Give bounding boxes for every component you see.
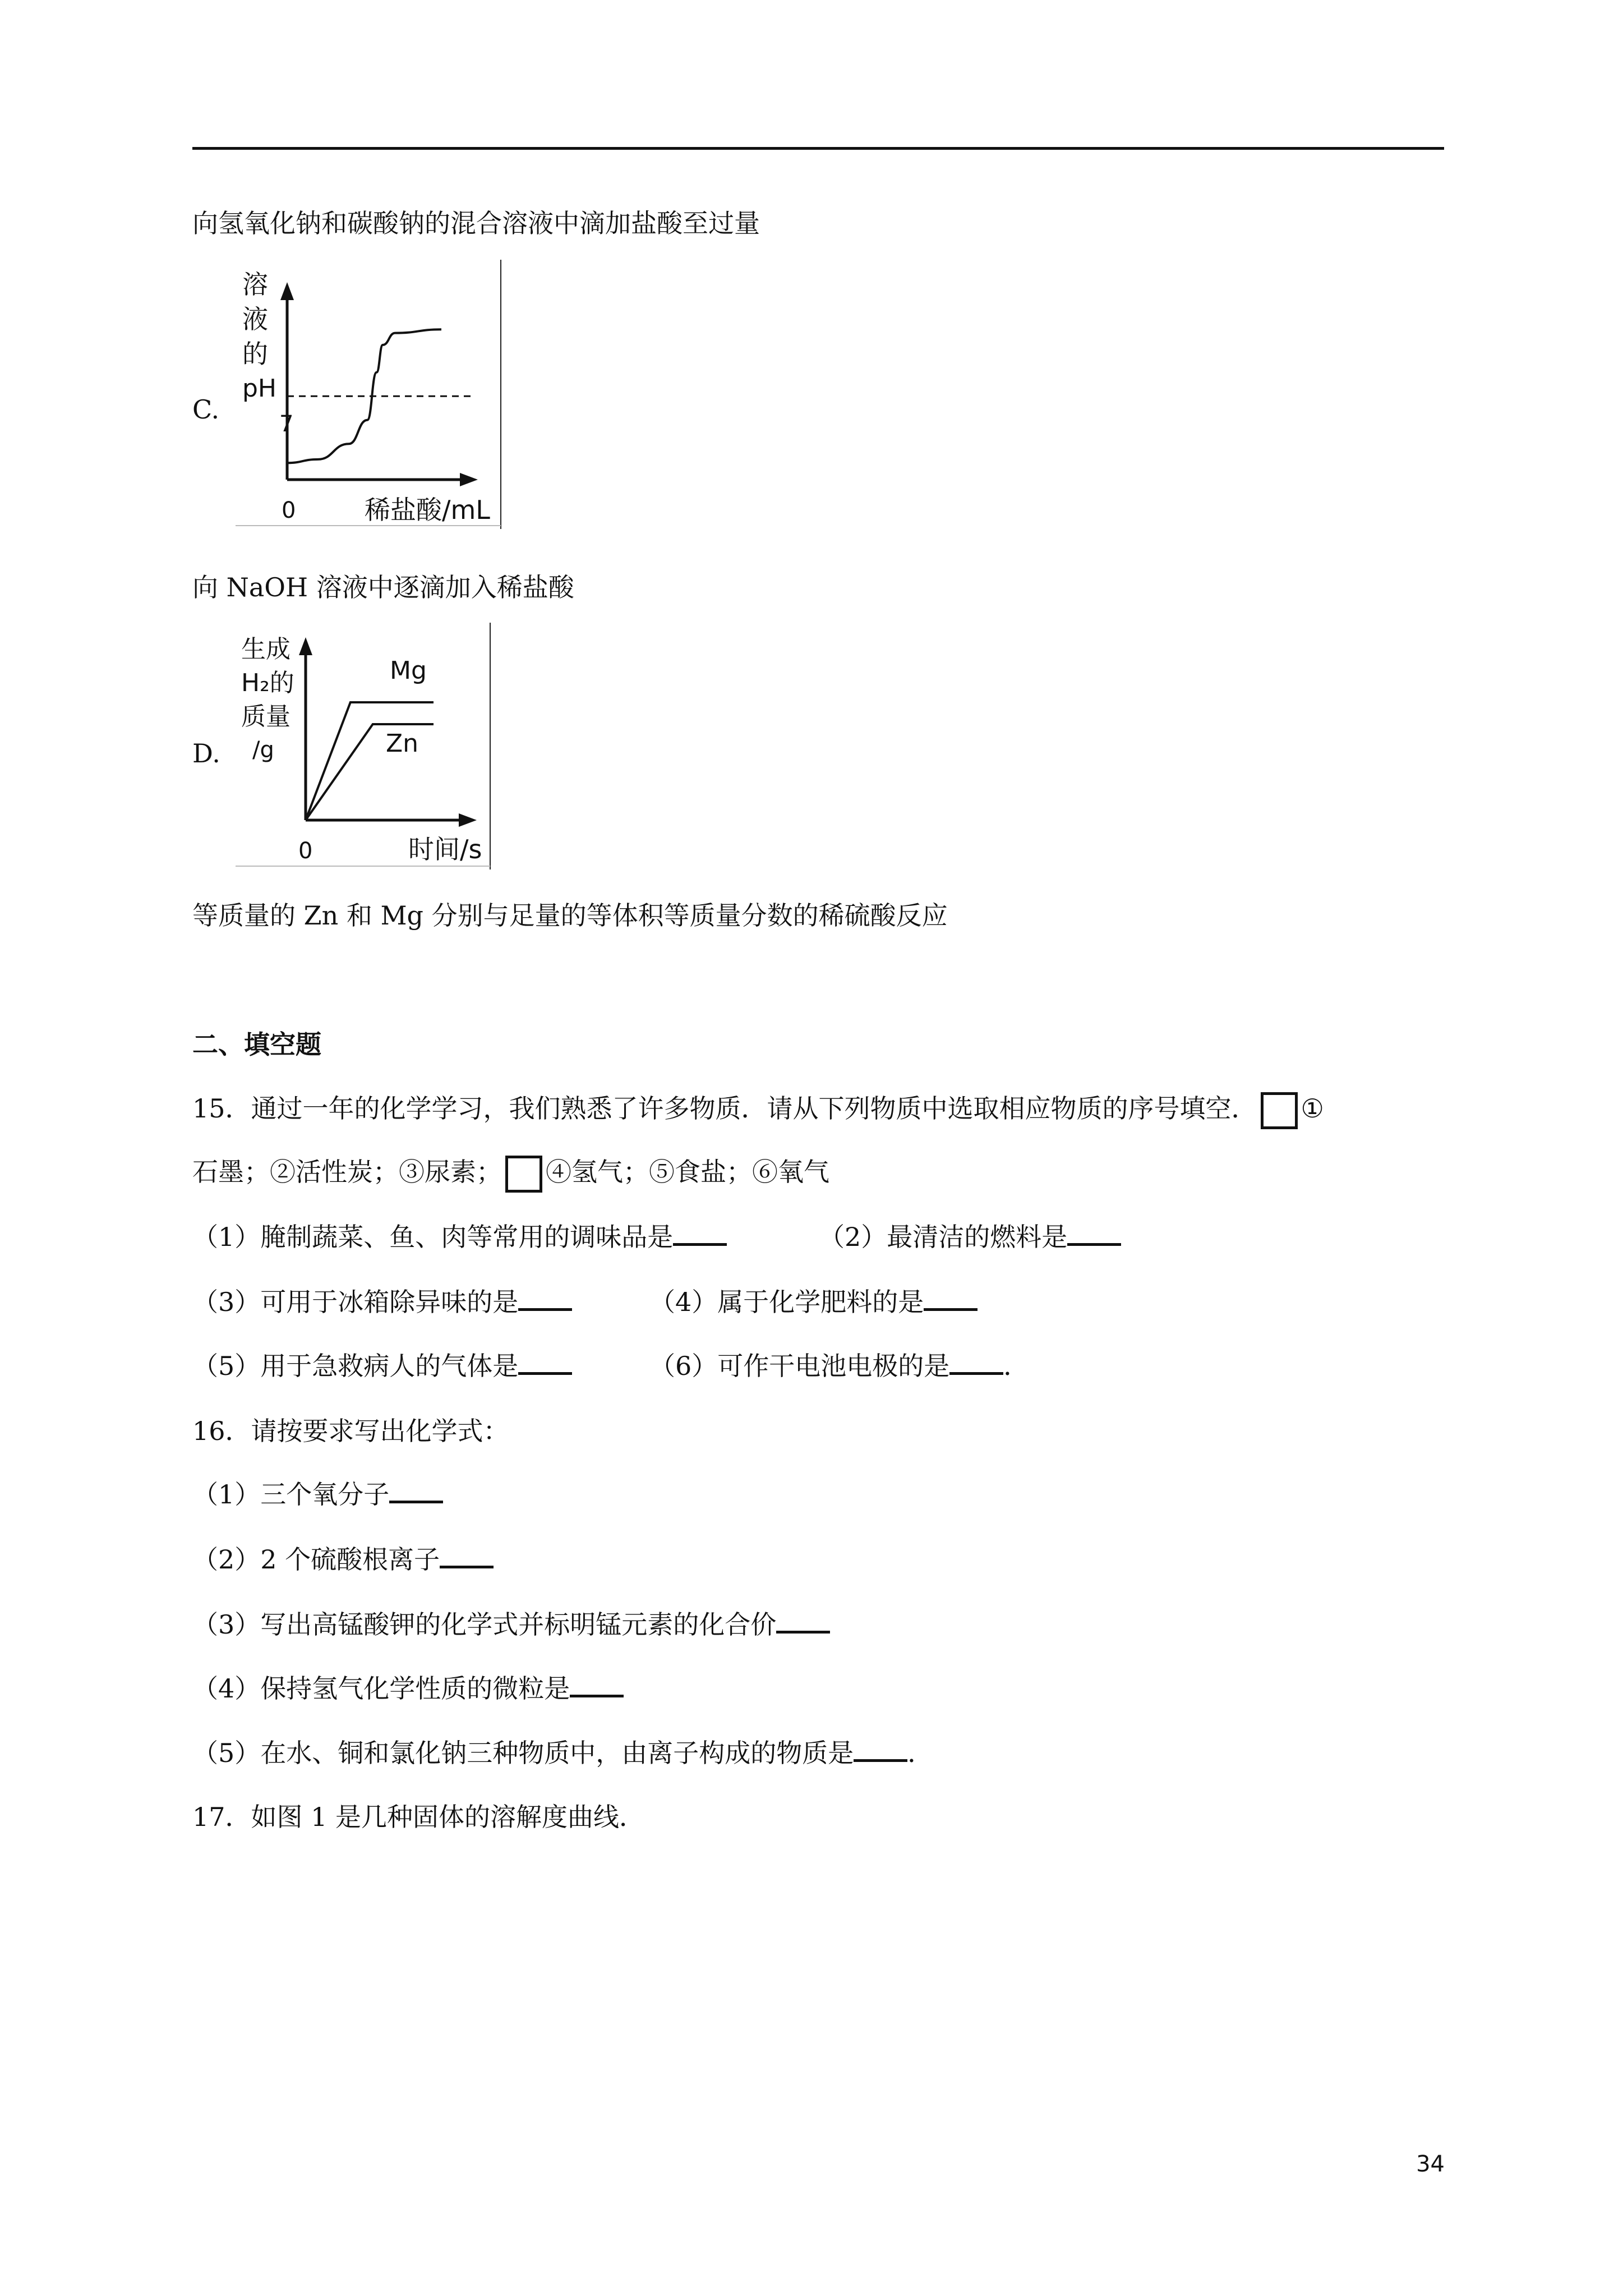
ref-line-label: 7 [279,411,294,437]
period: ． [1003,1351,1030,1381]
q16-item-1-text: （1）三个氧分子 [192,1479,390,1510]
q16-item-4 [192,1672,624,1705]
q15-item-4 [649,1285,978,1319]
q15-options [192,1155,829,1193]
q16-item-2-text: （2）2 个硫酸根离子 [192,1544,440,1575]
x-axis-label: 时间/s [408,834,482,864]
q15-item-5 [192,1349,572,1383]
chart-h2-mass [236,623,494,869]
y-axis-arrow [299,637,312,655]
answer-blank[interactable] [949,1350,1003,1375]
answer-blank[interactable] [518,1286,572,1311]
x-axis-arrow [460,473,478,486]
q15-item-6-text: （6）可作干电池电极的是 [649,1351,950,1381]
q16-item-3 [192,1608,830,1641]
page-number: 34 [1416,2151,1445,2177]
zn-series-label: Zn [386,729,419,758]
q16-item-5 [192,1736,933,1770]
section-title: 二、填空题 [192,1029,321,1060]
answer-blank[interactable] [389,1478,443,1503]
q15-item-4-text: （4）属于化学肥料的是 [649,1287,924,1317]
mg-series-label: Mg [390,656,427,685]
option-b-description: 向氢氧化钠和碳酸钠的混合溶液中滴加盐酸至过量 [192,208,760,238]
y-axis-label-line: 生成 [241,635,291,664]
q15-item-5-text: （5）用于急救病人的气体是 [192,1351,519,1381]
answer-blank[interactable] [440,1543,494,1568]
q15-item-1 [192,1220,727,1254]
origin-label: 0 [298,838,313,864]
answer-blank[interactable] [570,1672,624,1697]
y-axis-label-char: 溶 [242,269,268,300]
answer-blank[interactable] [518,1350,572,1375]
y-axis-label-line: /g [252,737,274,763]
q15-item-6 [649,1349,1029,1383]
q15-item-3-text: （3）可用于冰箱除异味的是 [192,1287,519,1317]
y-axis-label-ph: pH [242,374,277,403]
y-axis-label-char: 的 [242,339,268,369]
chart-ph-curve [236,260,505,529]
option-c-label: C. [192,394,220,425]
option-d-label: D. [192,738,220,769]
q16-item-1 [192,1478,443,1511]
answer-blank[interactable] [673,1221,727,1246]
q15-stem [192,1092,1324,1129]
blank-box [1261,1092,1298,1129]
period: ． [907,1738,934,1768]
q15-options-part2: ④氢气；⑤食盐；⑥氧气 [546,1157,829,1187]
q15-item-2-text: （2）最清洁的燃料是 [819,1222,1068,1252]
y-axis-arrow [280,282,294,300]
answer-blank[interactable] [1067,1221,1121,1246]
q15-item-1-text: （1）腌制蔬菜、鱼、肉等常用的调味品是 [192,1222,674,1252]
q16-item-3-text: （3）写出高锰酸钾的化学式并标明锰元素的化合价 [192,1609,777,1640]
q15-options-part1: 石墨；②活性炭；③尿素； [192,1157,502,1187]
answer-blank[interactable] [776,1608,830,1634]
option-c-description: 向 NaOH 溶液中逐滴加入稀盐酸 [192,572,574,602]
q16-item-5-text: （5）在水、铜和氯化钠三种物质中，由离子构成的物质是 [192,1738,854,1768]
y-axis-label-line: H₂的 [241,669,294,697]
y-axis-label-char: 液 [242,304,268,334]
y-axis-label-line: 质量 [241,702,291,731]
answer-blank[interactable] [924,1286,978,1311]
blank-box [505,1156,542,1193]
q16-item-4-text: （4）保持氢气化学性质的微粒是 [192,1673,570,1704]
x-axis-label: 稀盐酸/mL [365,495,490,525]
q15-item-3 [192,1285,572,1319]
q17-stem: 17．如图 1 是几种固体的溶解度曲线． [192,1802,645,1832]
q15-item-2 [819,1220,1121,1254]
answer-blank[interactable] [854,1737,907,1762]
mg-series-line [306,702,434,820]
x-axis-arrow [459,813,477,827]
q16-item-2 [192,1543,494,1576]
q15-stem-text: 15．通过一年的化学学习，我们熟悉了许多物质．请从下列物质中选取相应物质的序号填空． [192,1093,1257,1124]
q15-stem-tail: ① [1301,1093,1324,1124]
option-d-description: 等质量的 Zn 和 Mg 分别与足量的等体积等质量分数的稀硫酸反应 [192,900,948,931]
q16-stem: 16．请按要求写出化学式： [192,1416,509,1446]
origin-label: 0 [282,498,296,523]
header-rule [192,147,1444,150]
